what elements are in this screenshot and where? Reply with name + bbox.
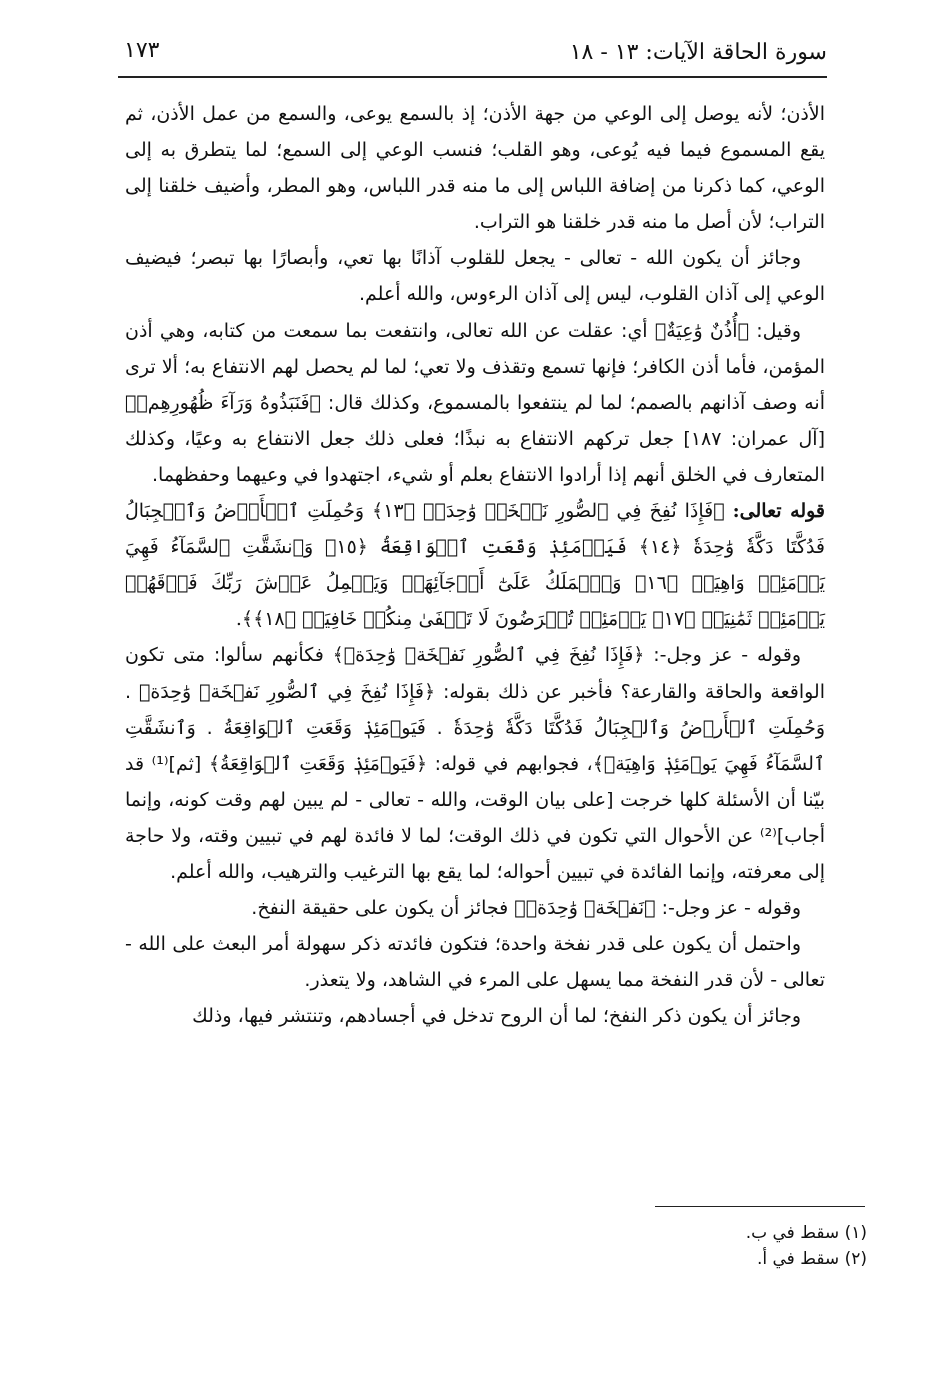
paragraph-6: واحتمل أن يكون على قدر نفخة واحدة؛ فتكون فائدته ذكر سهولة أمر البعث على الله - تعالى - لأن قدر النفخة مما يسهل على المرء في الشاهد، ولا يتعذر. [125,933,825,992]
main-text [125,96,825,1034]
paragraph-3: وقيل: ﴿أُذُنٌ وَٰعِيَةٌ﴾ أي: عقلت عن الله تعالى، وانتفعت بما سمعت من كتابه، وهي أذن المؤمن، فأما أذن الكافر؛ فإنها تسمع وتقذف ولا تعي؛ لما لم يحصل لهم الانتفاع به؛ ألا ترى أنه وصف آذانهم بالصمم؛ لما لم ينتفعوا بالمسموع، وكذلك قال: ﴿فَنَبَذُوهُ وَرَآءَ ظُهُورِهِمۡ﴾ [آل عمران: ١٨٧] جعل تركهم الانتفاع به نبذًا؛ فعلى ذلك جعل الانتفاع به وعيًا، وكذلك المتعارف في الخلق أنهم إذا أرادوا الانتفاع بعلم أو شيء، اجتهدوا في وعيهما وحفظهما. [125,319,825,486]
quran-verses-block [125,493,825,637]
page-header [118,38,827,78]
paragraph-1: الأذن؛ لأنه يوصل إلى الوعي من جهة الأذن؛ إذ بالسمع يوعى، والسمع من عمل الأذن، ثم يقع المسموع فيما فيه يُوعى، وهو القلب؛ فنسب الوعي إلى السمع؛ لما يتطرق به إلى الوعي، كما ذكرنا من إضافة اللباس إلى ما منه قدر اللباس، وهو المطر، وأضيف خلقنا إلى التراب؛ لأن أصل ما منه قدر خلقنا هو التراب. [125,103,825,234]
paragraph-2: وجائز أن يكون الله - تعالى - يجعل للقلوب آذانًا بها تعي، وأبصارًا بها تبصر؛ فيضيف الوعي إلى آذان القلوب، ليس إلى آذان الرءوس، والله أعلم. [125,247,825,306]
verse-heading: قوله تعالى: [732,500,826,523]
running-title: سورة الحاقة الآيات: ١٣ - ١٨ [569,40,827,65]
footnote-separator [655,1206,865,1207]
paragraph-7: وجائز أن يكون ذكر النفخ؛ لما أن الروح تدخل في أجسادهم، وتنتشر فيها، وذلك [192,1005,801,1028]
paragraph-5: وقوله - عز وجل-: ﴿نَفۡخَةٞ وَٰحِدَةٞ﴾ فجائز أن يكون على حقيقة النفخ. [251,897,801,920]
paragraph-4: وقوله - عز وجل-: ﴿فَإِذَا نُفِخَ فِي ٱلصُّورِ نَفۡخَةٞ وَٰحِدَةٞ﴾ فكأنهم سألوا: متى تكون الواقعة والحاقة والقارعة؟ فأخبر عن ذلك بقوله: ﴿فَإِذَا نُفِخَ فِي ٱلصُّورِ نَفۡخَةٞ وَٰحِدَةٞ . وَحُمِلَتِ ٱلۡأَرۡضُ وَٱلۡجِبَالُ فَدُكَّتَا دَكَّةٗ وَٰحِدَةٗ . فَيَوۡمَئِذٖ وَقَعَتِ ٱلۡوَاقِعَةُ . وَٱنشَقَّتِ ٱلسَّمَآءُ فَهِيَ يَوۡمَئِذٖ وَاهِيَةٞ﴾، فجوابهم في قوله: ﴿فَيَوۡمَئِذٖ وَقَعَتِ ٱلۡوَاقِعَةُ﴾ [ثم]⁽¹⁾ قد بيّنا أن الأسئلة كلها خرجت [على بيان الوقت، والله - تعالى - لم يبين لهم وقت كونه، وإنما أجاب]⁽²⁾ عن الأحوال التي تكون في ذلك الوقت؛ لما لا فائدة لهم في تبيين وقته، ولا حاجة إلى معرفته، وإنما الفائدة في تبيين أحواله؛ لما يقع بها الترغيب والترهيب، والله أعلم. [125,644,825,883]
verse-text: ﴿فَإِذَا نُفِخَ فِي ٱلصُّورِ نَفۡخَةٞ وَٰحِدَةٞ ﴿١٣﴾ وَحُمِلَتِ ٱلۡأَرۡضُ وَٱلۡجِبَالُ فَدُكَّتَا دَكَّةٗ وَٰحِدَةٗ ﴿١٤﴾ فَيَوۡمَئِذٖ وَقَعَتِ ٱلۡوَاقِعَةُ ﴿١٥﴾ وَٱنشَقَّتِ ٱلسَّمَآءُ فَهِيَ يَوۡمَئِذٖ وَاهِيَةٞ ﴿١٦﴾ وَٱلۡمَلَكُ عَلَىٰٓ أَرۡجَآئِهَاۚ وَيَحۡمِلُ عَرۡشَ رَبِّكَ فَوۡقَهُمۡ يَوۡمَئِذٖ ثَمَٰنِيَةٞ ﴿١٧﴾ يَوۡمَئِذٖ تُعۡرَضُونَ لَا تَخۡفَىٰ مِنكُمۡ خَافِيَةٞ ﴿١٨﴾﴾. [125,500,826,631]
footnote-2: (٢) سقط في أ. [756,1249,867,1269]
footnotes [567,1220,867,1272]
footnote-1: (١) سقط في ب. [745,1223,867,1243]
page-number: ١٧٣ [124,38,160,63]
